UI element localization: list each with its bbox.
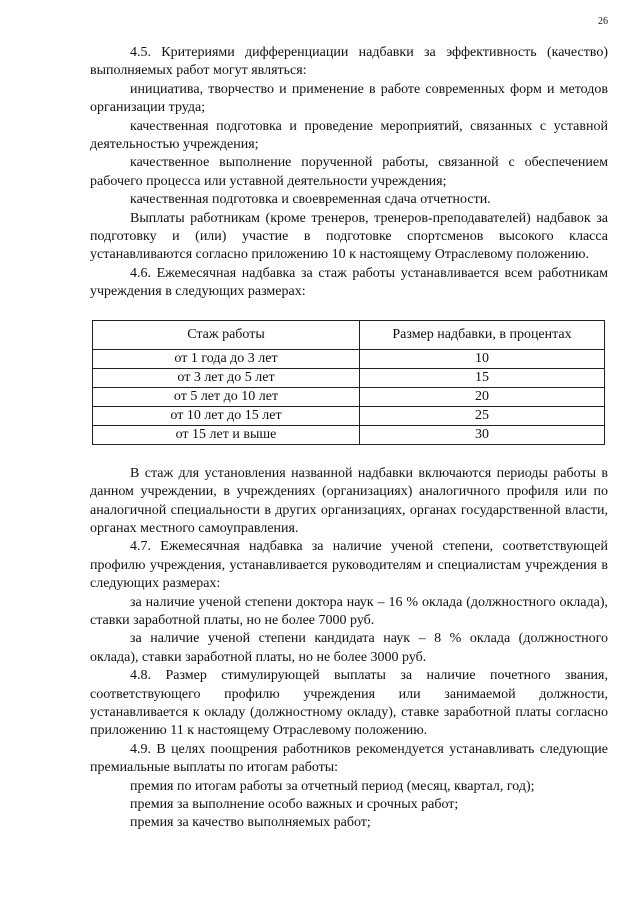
paragraph: 4.7. Ежемесячная надбавка за наличие ученой степени, соответствующей профилю учреждения, устанавливается руководителям и специалистам учреждения в следующих размерах: <box>90 539 608 592</box>
paragraph: 4.8. Размер стимулирующей выплаты за наличие почетного звания, соответствующего профилю учреждения или занимаемой должности, устанавливается к окладу (должностному окладу), ставке заработной платы согласно приложению 11 к настоящему Отраслевому положению. <box>90 668 608 739</box>
paragraph: премия по итогам работы за отчетный период (месяц, квартал, год); <box>130 778 535 794</box>
paragraph: 4.6. Ежемесячная надбавка за стаж работы устанавливается всем работникам учреждения в следующих размерах: <box>90 265 608 300</box>
table-row <box>93 406 605 425</box>
table-header-percent: Размер надбавки, в процентах <box>360 320 605 349</box>
table-row <box>93 349 605 368</box>
paragraph: качественная подготовка и проведение мероприятий, связанных с уставной деятельностью учреждения; <box>90 118 608 153</box>
page-number: 26 <box>598 16 608 27</box>
paragraphs-bottom <box>90 465 608 833</box>
paragraph: 4.5. Критериями дифференциации надбавки за эффективность (качество) выполняемых работ могут являться: <box>90 45 608 79</box>
table-cell-experience: от 5 лет до 10 лет <box>93 387 360 406</box>
table-cell-percent: 10 <box>360 349 605 368</box>
table-cell-experience: от 10 лет до 15 лет <box>93 406 360 425</box>
paragraph: качественное выполнение порученной работы, связанной с обеспечением рабочего процесса или уставной деятельности учреждения; <box>90 155 608 189</box>
table-row <box>93 425 605 444</box>
table-header-experience: Стаж работы <box>93 320 360 349</box>
paragraph: премия за выполнение особо важных и срочных работ; <box>130 797 459 812</box>
paragraph: 4.9. В целях поощрения работников рекомендуется устанавливать следующие премиальные выплаты по итогам работы: <box>90 741 608 776</box>
paragraph: В стаж для установления названной надбавки включаются периоды работы в данном учреждении, в учреждениях (организациях) аналогичного профиля или по аналогичной специальности в других организациях, органах государственной власти, органах местного самоуправления. <box>90 465 608 536</box>
document-body <box>90 44 608 833</box>
paragraph: качественная подготовка и своевременная сдача отчетности. <box>130 192 491 208</box>
table-cell-percent: 30 <box>360 425 605 444</box>
paragraph: за наличие ученой степени кандидата наук – 8 % оклада (должностного оклада), ставки заработной платы, но не более 3000 руб. <box>90 631 608 665</box>
paragraph: Выплаты работникам (кроме тренеров, тренеров-преподавателей) надбавок за подготовку и (или) участие в подготовке спортсменов высокого класса устанавливаются согласно приложению 10 к настоящему Отраслевому положению. <box>90 210 608 263</box>
table-header-row <box>93 320 605 349</box>
table-cell-experience: от 15 лет и выше <box>93 425 360 444</box>
paragraph: инициатива, творчество и применение в работе современных форм и методов организации труда; <box>90 81 608 116</box>
seniority-bonus-table <box>92 320 605 445</box>
paragraph: за наличие ученой степени доктора наук – 16 % оклада (должностного оклада), ставки заработной платы, но не более 7000 руб. <box>90 594 608 628</box>
paragraphs-top <box>90 44 608 302</box>
table-cell-percent: 20 <box>360 387 605 406</box>
table-cell-experience: от 1 года до 3 лет <box>93 349 360 368</box>
table-row <box>93 387 605 406</box>
table-cell-percent: 25 <box>360 406 605 425</box>
table-row <box>93 368 605 387</box>
table-cell-experience: от 3 лет до 5 лет <box>93 368 360 387</box>
table-cell-percent: 15 <box>360 368 605 387</box>
paragraph: премия за качество выполняемых работ; <box>130 815 371 831</box>
